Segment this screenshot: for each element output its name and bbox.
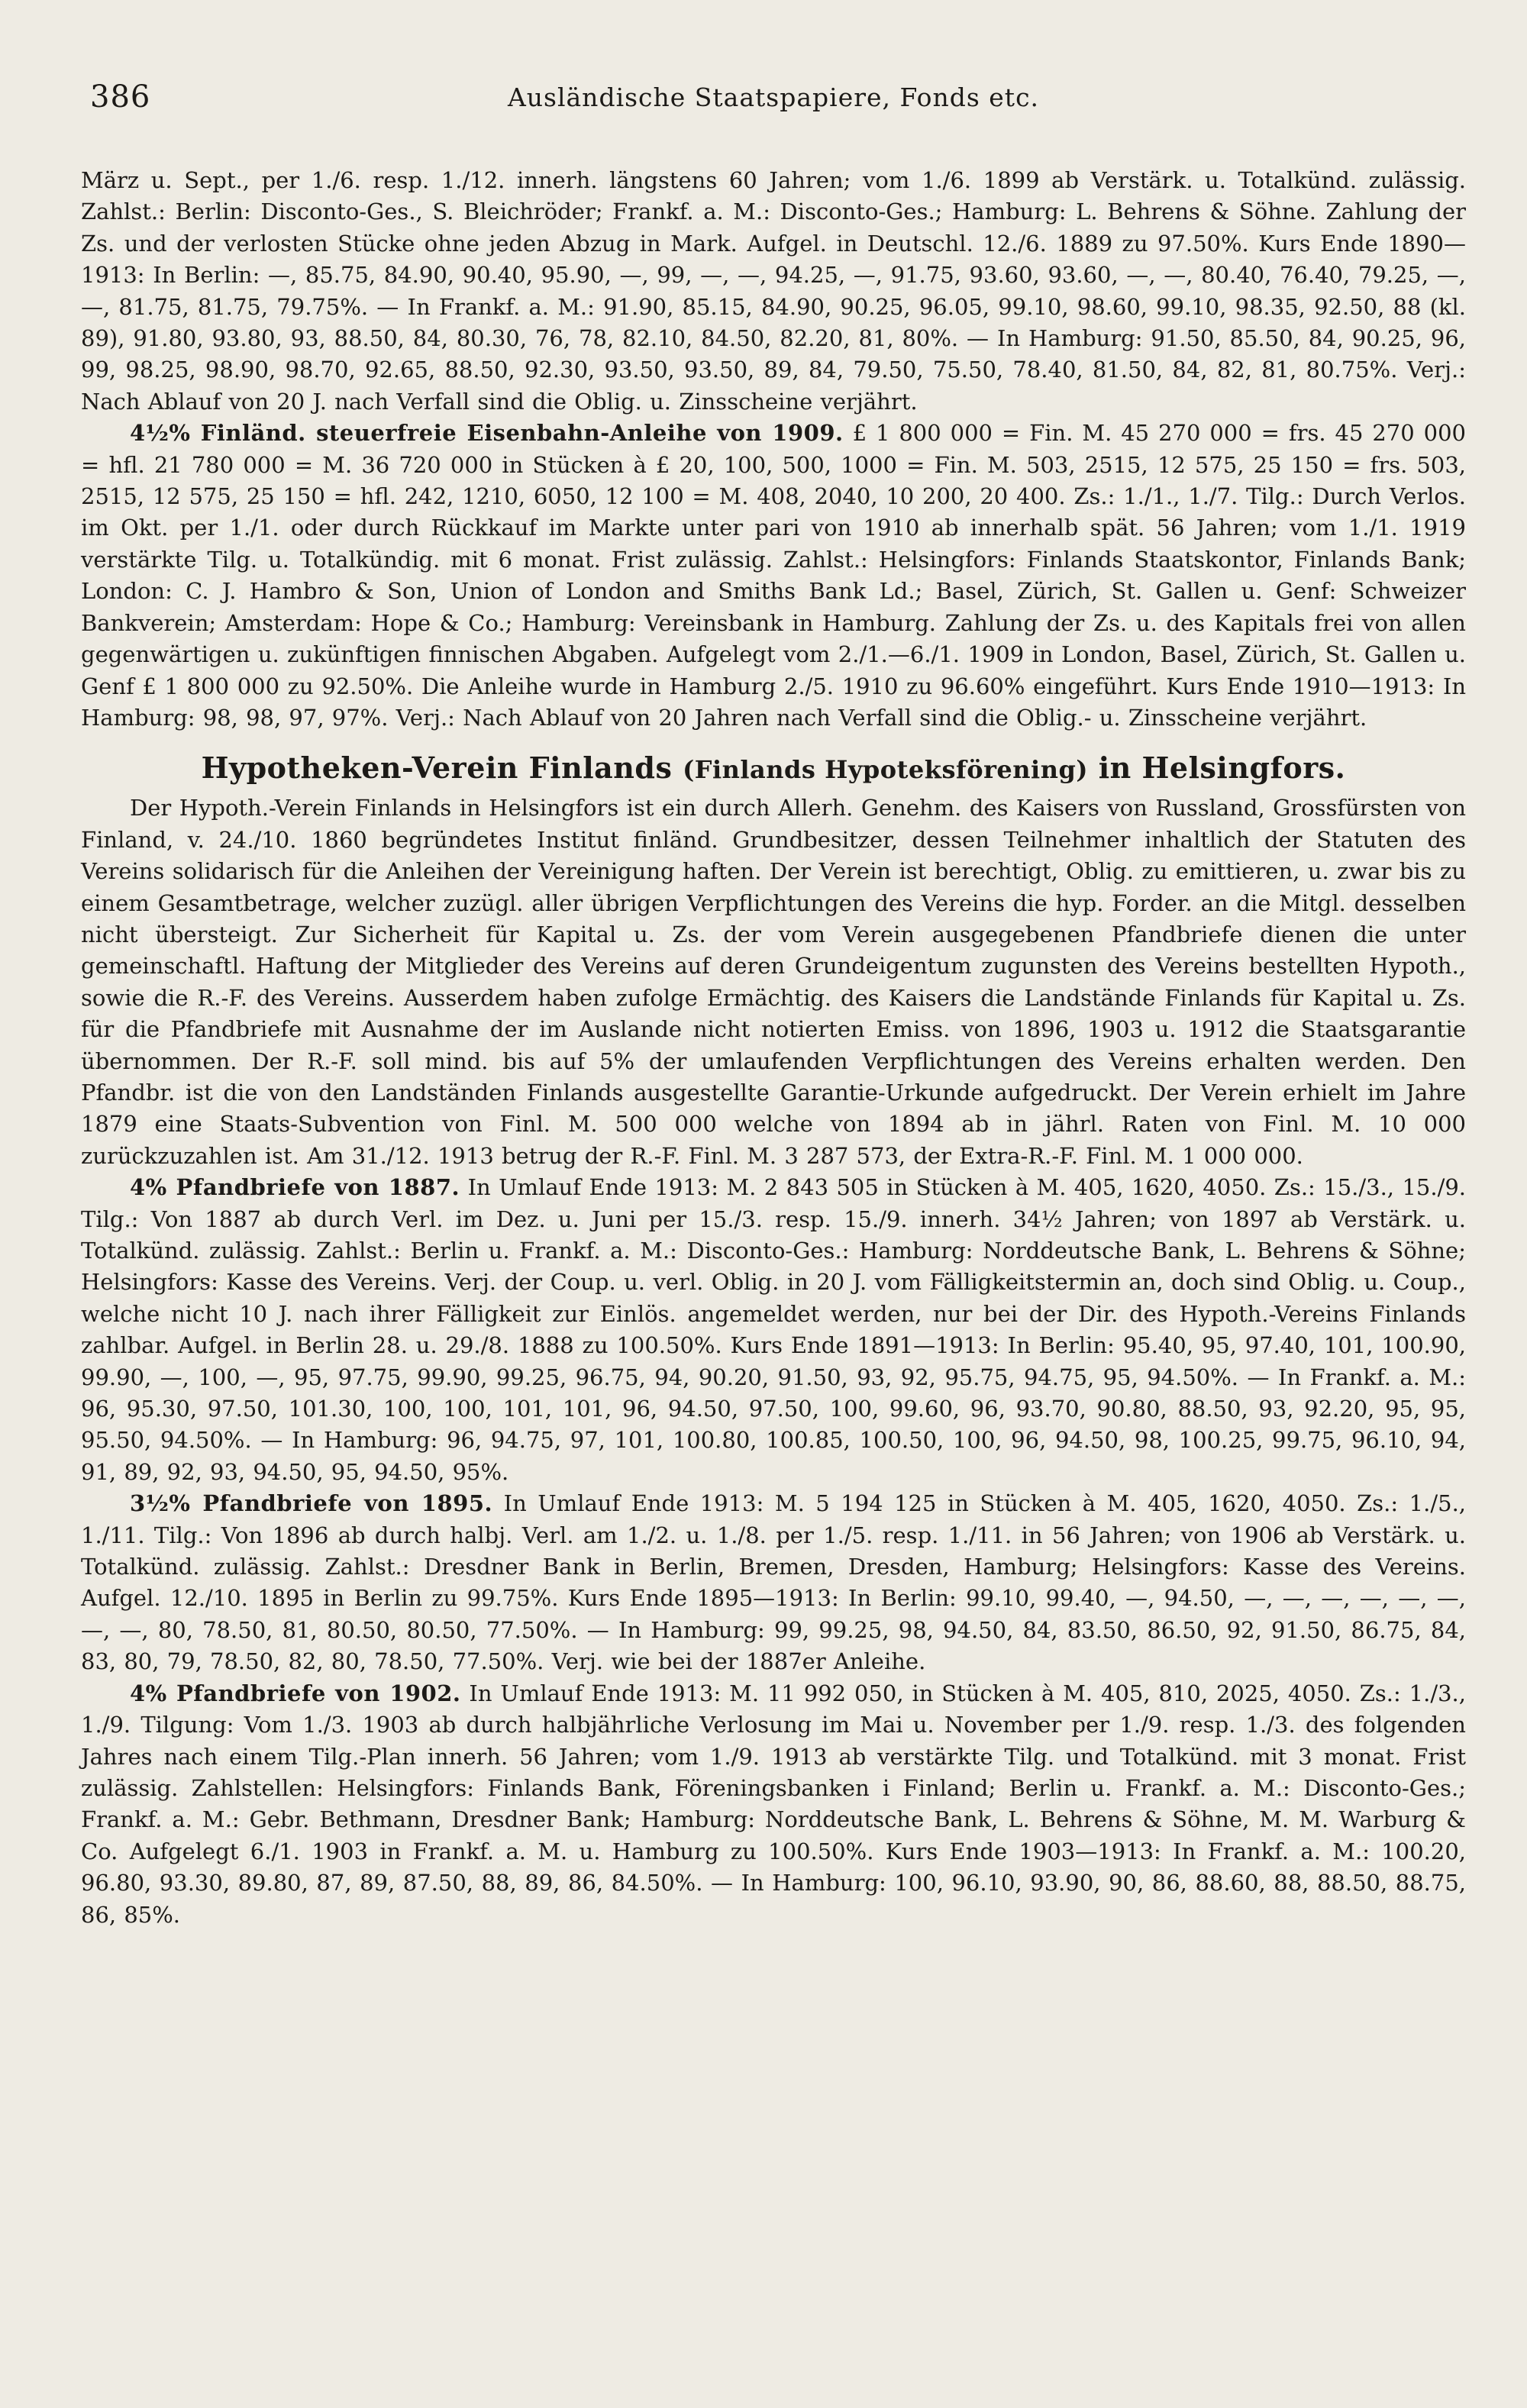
page-body [81, 165, 1466, 1931]
loan-1909-entry [81, 418, 1466, 734]
section-heading-main: Hypotheken-Verein Finlands [201, 750, 673, 786]
pfandbriefe-1902-text: In Umlauf Ende 1913: M. 11 992 050, in Stücken à M. 405, 810, 2025, 4050. Zs.: 1./3., 1./9. Tilgung: Vom 1./3. 1903 ab durch halbjährliche Verlosung im Mai u. November per 1./9. resp. 1./3. des folgenden Jahres nach einem Tilg.-Plan innerh. 56 Jahren; vom 1./9. 1913 ab verstärkte Tilg. und Totalkünd. mit 3 monat. Frist zulässig. Zahlstellen: Helsingfors: Finlands Bank, Föreningsbanken i Finland; Berlin u. Frankf. a. M.: Disconto-Ges.; Frankf. a. M.: Gebr. Bethmann, Dresdner Bank; Hamburg: Norddeutsche Bank, L. Behrens & Söhne, M. M. Warburg & Co. Aufgelegt 6./1. 1903 in Frankf. a. M. u. Hamburg zu 100.50%. Kurs Ende 1903—1913: In Frankf. a. M.: 100.20, 96.80, 93.30, 89.80, 87, 89, 87.50, 88, 89, 86, 84.50%. — In Hamburg: 100, 96.10, 93.90, 90, 86, 88.60, 88, 88.50, 88.75, 86, 85%. [81, 1680, 1466, 1928]
pfandbriefe-1887-text: In Umlauf Ende 1913: M. 2 843 505 in Stücken à M. 405, 1620, 4050. Zs.: 15./3., 15./9. Tilg.: Von 1887 ab durch Verl. im Dez. u. Juni per 15./3. resp. 15./9. innerh. 34½ Jahren; von 1897 ab Verstärk. u. Totalkünd. zulässig. Zahlst.: Berlin u. Frankf. a. M.: Disconto-Ges.: Hamburg: Norddeutsche Bank, L. Behrens & Söhne; Helsingfors: Kasse des Vereins. Verj. der Coup. u. verl. Oblig. in 20 J. vom Fälligkeitstermin an, doch sind Oblig. u. Coup., welche nicht 10 J. nach ihrer Fälligkeit zur Einlös. angemeldet werden, nur bei der Dir. des Hypoth.-Vereins Finlands zahlbar. Aufgel. in Berlin 28. u. 29./8. 1888 zu 100.50%. Kurs Ende 1891—1913: In Berlin: 95.40, 95, 97.40, 101, 100.90, 99.90, —, 100, —, 95, 97.75, 99.90, 99.25, 96.75, 94, 90.20, 91.50, 93, 92, 95.75, 94.75, 95, 94.50%. — In Frankf. a. M.: 96, 95.30, 97.50, 101.30, 100, 100, 101, 101, 96, 94.50, 97.50, 100, 99.60, 96, 93.70, 90.80, 88.50, 93, 92.20, 95, 95, 95.50, 94.50%. — In Hamburg: 96, 94.75, 97, 101, 100.80, 100.85, 100.50, 100, 96, 94.50, 98, 100.25, 99.75, 96.10, 94, 91, 89, 92, 93, 94.50, 95, 94.50, 95%. [81, 1174, 1467, 1485]
pfandbriefe-1895-entry [81, 1488, 1466, 1677]
running-title: Ausländische Staatspapiere, Fonds etc. [507, 82, 1040, 112]
loan-1909-text: £ 1 800 000 = Fin. M. 45 270 000 = frs. 45 270 000 = hfl. 21 780 000 = M. 36 720 000 in Stücken à £ 20, 100, 500, 1000 = Fin. M. 503, 2515, 12 575, 25 150 = frs. 503, 2515, 12 575, 25 150 = hfl. 242, 1210, 6050, 12 100 = M. 408, 2040, 10 200, 20 400. Zs.: 1./1., 1./7. Tilg.: Durch Verlos. im Okt. per 1./1. oder durch Rückkauf im Markte unter pari von 1910 ab innerhalb spät. 56 Jahren; vom 1./1. 1919 verstärkte Tilg. u. Totalkündig. mit 6 monat. Frist zulässig. Zahlst.: Helsingfors: Finlands Staatskontor, Finlands Bank; London: C. J. Hambro & Son, Union of London and Smiths Bank Ld.; Basel, Zürich, St. Gallen u. Genf: Schweizer Bankverein; Amsterdam: Hope & Co.; Hamburg: Vereinsbank in Hamburg. Zahlung der Zs. u. des Kapitals frei von allen gegenwärtigen u. zukünftigen finnischen Abgaben. Aufgelegt vom 2./1.—6./1. 1909 in London, Basel, Zürich, St. Gallen u. Genf £ 1 800 000 zu 92.50%. Die Anleihe wurde in Hamburg 2./5. 1910 zu 96.60% eingeführt. Kurs Ende 1910—1913: In Hamburg: 98, 98, 97, 97%. Verj.: Nach Ablauf von 20 Jahren nach Verfall sind die Oblig.- u. Zinsscheine verjährt. [81, 420, 1466, 731]
section-heading-sub: (Finlands Hypoteksförening) [683, 755, 1088, 785]
section-heading-tail: in Helsingfors. [1098, 750, 1346, 786]
pfandbriefe-1887-heading: 4% Pfandbriefe von 1887. [130, 1174, 460, 1201]
pfandbriefe-1902-entry [81, 1678, 1466, 1931]
section-description: Der Hypoth.-Verein Finlands in Helsingfors ist ein durch Allerh. Genehm. des Kaisers von Russland, Grossfürsten von Finland, v. 24./10. 1860 begründetes Institut finländ. Grundbesitzer, dessen Teilnehmer inhaltlich der Statuten des Vereins solidarisch für die Anleihen der Vereinigung haften. Der Verein ist berechtigt, Oblig. zu emittieren, u. zwar bis zu einem Gesamtbetrage, welcher zuzügl. aller übrigen Verpflichtungen des Vereins die hyp. Forder. an die Mitgl. desselben nicht übersteigt. Zur Sicherheit für Kapital u. Zs. der vom Verein ausgegebenen Pfandbriefe dienen die unter gemeinschaftl. Haftung der Mitglieder des Vereins auf deren Grundeigentum zugunsten des Vereins bestellten Hypoth., sowie die R.-F. des Vereins. Ausserdem haben zufolge Ermächtig. des Kaisers die Landstände Finlands für Kapital u. Zs. für die Pfandbriefe mit Ausnahme der im Auslande nicht notierten Emiss. von 1896, 1903 u. 1912 die Staatsgarantie übernommen. Der R.-F. soll mind. bis auf 5% der umlaufenden Verpflichtungen des Vereins erhalten werden. Den Pfandbr. ist die von den Landständen Finlands ausgestellte Garantie-Urkunde aufgedruckt. Der Verein erhielt im Jahre 1879 eine Staats-Subvention von Finl. M. 500 000 welche von 1894 ab in jährl. Raten von Finl. M. 10 000 zurückzuzahlen ist. Am 31./12. 1913 betrug der R.-F. Finl. M. 3 287 573, der Extra-R.-F. Finl. M. 1 000 000. [81, 795, 1466, 1169]
page-header [81, 76, 1466, 137]
intro-paragraph: März u. Sept., per 1./6. resp. 1./12. innerh. längstens 60 Jahren; vom 1./6. 1899 ab Verstärk. u. Totalkünd. zulässig. Zahlst.: Berlin: Disconto-Ges., S. Bleichröder; Frankf. a. M.: Disconto-Ges.; Hamburg: L. Behrens & Söhne. Zahlung der Zs. und der verlosten Stücke ohne jeden Abzug in Mark. Aufgel. in Deutschl. 12./6. 1889 zu 97.50%. Kurs Ende 1890—1913: In Berlin: —, 85.75, 84.90, 90.40, 95.90, —, 99, —, —, 94.25, —, 91.75, 93.60, 93.60, —, —, 80.40, 76.40, 79.25, —, —, 81.75, 81.75, 79.75%. — In Frankf. a. M.: 91.90, 85.15, 84.90, 90.25, 96.05, 99.10, 98.60, 99.10, 98.35, 92.50, 88 (kl. 89), 91.80, 93.80, 93, 88.50, 84, 80.30, 76, 78, 82.10, 84.50, 82.20, 81, 80%. — In Hamburg: 91.50, 85.50, 84, 90.25, 96, 99, 98.25, 98.90, 98.70, 92.65, 88.50, 92.30, 93.50, 93.50, 89, 84, 79.50, 75.50, 78.40, 81.50, 84, 82, 81, 80.75%. Verj.: Nach Ablauf von 20 J. nach Verfall sind die Oblig. u. Zinsscheine verjährt. [81, 167, 1466, 415]
pfandbriefe-1895-heading: 3½% Pfandbriefe von 1895. [130, 1490, 493, 1517]
pfandbriefe-1887-entry [81, 1172, 1466, 1488]
loan-1909-heading: 4½% Finländ. steuerfreie Eisenbahn-Anleihe von 1909. [130, 420, 844, 447]
pfandbriefe-1895-text: In Umlauf Ende 1913: M. 5 194 125 in Stücken à M. 405, 1620, 4050. Zs.: 1./5., 1./11. Tilg.: Von 1896 ab durch halbj. Verl. am 1./2. u. 1./8. per 1./5. resp. 1./11. in 56 Jahren; von 1906 ab Verstärk. u. Totalkünd. zulässig. Zahlst.: Dresdner Bank in Berlin, Bremen, Dresden, Hamburg; Helsingfors: Kasse des Vereins. Aufgel. 12./10. 1895 in Berlin zu 99.75%. Kurs Ende 1895—1913: In Berlin: 99.10, 99.40, —, 94.50, —, —, —, —, —, —, —, —, 80, 78.50, 81, 80.50, 80.50, 77.50%. — In Hamburg: 99, 99.25, 98, 94.50, 84, 83.50, 86.50, 92, 91.50, 86.75, 84, 83, 80, 79, 78.50, 82, 80, 78.50, 77.50%. Verj. wie bei der 1887er Anleihe. [81, 1490, 1467, 1675]
section-heading [81, 750, 1466, 785]
pfandbriefe-1902-heading: 4% Pfandbriefe von 1902. [130, 1680, 461, 1706]
page-number: 386 [90, 79, 151, 115]
